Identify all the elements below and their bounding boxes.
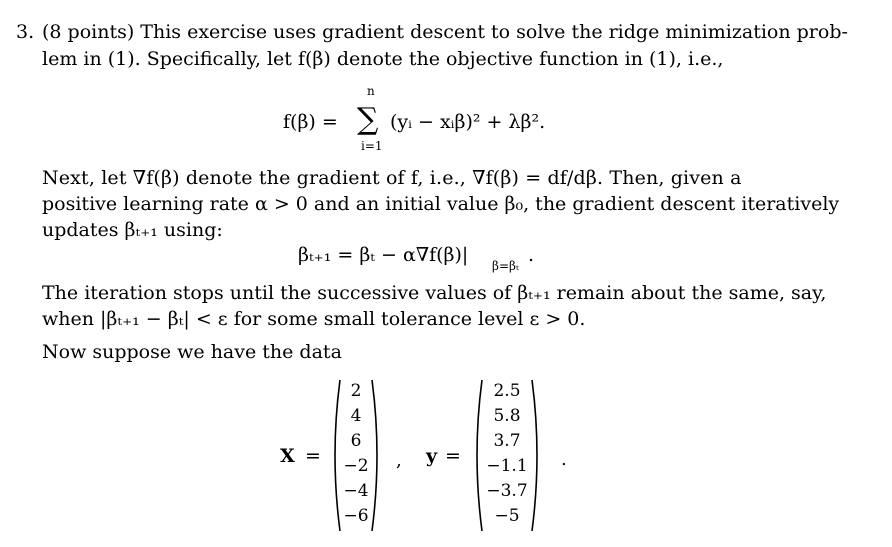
- vector-y-cell: 3.7: [493, 431, 521, 451]
- matrix-x-equals: =: [305, 445, 321, 467]
- matrix-x-cell: 6: [350, 431, 362, 451]
- matrix-x-cell: −4: [343, 481, 369, 501]
- stopping-line-1: The iteration stops until the successive values of βₜ₊₁ remain about the same, say,: [42, 282, 827, 304]
- vector-y-cell: −5: [494, 506, 520, 526]
- matrix-x-cell: −2: [343, 456, 369, 476]
- sum-lower-limit: i=1: [361, 139, 383, 153]
- intro-line-2: lem in (1). Specifically, let f(β) denote the objective function in (1), i.e.,: [42, 48, 724, 70]
- objective-body: (yᵢ − xᵢβ)² + λβ².: [390, 111, 546, 133]
- update-rule-expr: βₜ₊₁ = βₜ − α∇f(β)|: [298, 244, 469, 266]
- vector-y-cell: −1.1: [486, 456, 528, 476]
- matrix-x-cell: 4: [350, 406, 362, 426]
- vector-y-cell: −3.7: [486, 481, 528, 501]
- problem-number: 3.: [16, 21, 35, 43]
- matrix-x-cell: 2: [350, 381, 362, 401]
- stopping-line-2: when |βₜ₊₁ − βₜ| < ε for some small tolerance level ε > 0.: [42, 308, 586, 330]
- matrix-x-label: X: [280, 445, 295, 467]
- matrix-separator: ,: [396, 450, 402, 471]
- vector-y-label: y: [426, 445, 438, 467]
- gradient-line-1: Next, let ∇f(β) denote the gradient of f, i.e., ∇f(β) = df/dβ. Then, given a: [42, 167, 742, 189]
- gradient-line-2: positive learning rate α > 0 and an initial value β₀, the gradient descent iteratively: [42, 193, 840, 215]
- update-rule-end: .: [528, 244, 535, 266]
- matrix-x-cell: −6: [343, 506, 369, 526]
- data-intro: Now suppose we have the data: [42, 341, 342, 363]
- sum-upper-limit: n: [367, 84, 375, 98]
- objective-lhs: f(β) =: [283, 111, 338, 133]
- vector-y-cell: 5.8: [493, 406, 521, 426]
- sum-symbol: ∑: [357, 102, 379, 137]
- intro-line-1: (8 points) This exercise uses gradient descent to solve the ridge minimization prob-: [42, 21, 848, 43]
- end-period: .: [561, 449, 567, 470]
- vector-y-cell: 2.5: [493, 381, 521, 401]
- gradient-line-3: updates βₜ₊₁ using:: [42, 219, 223, 241]
- update-rule-eval-sub: β=βₜ: [492, 259, 519, 273]
- vector-y-equals: =: [445, 445, 461, 467]
